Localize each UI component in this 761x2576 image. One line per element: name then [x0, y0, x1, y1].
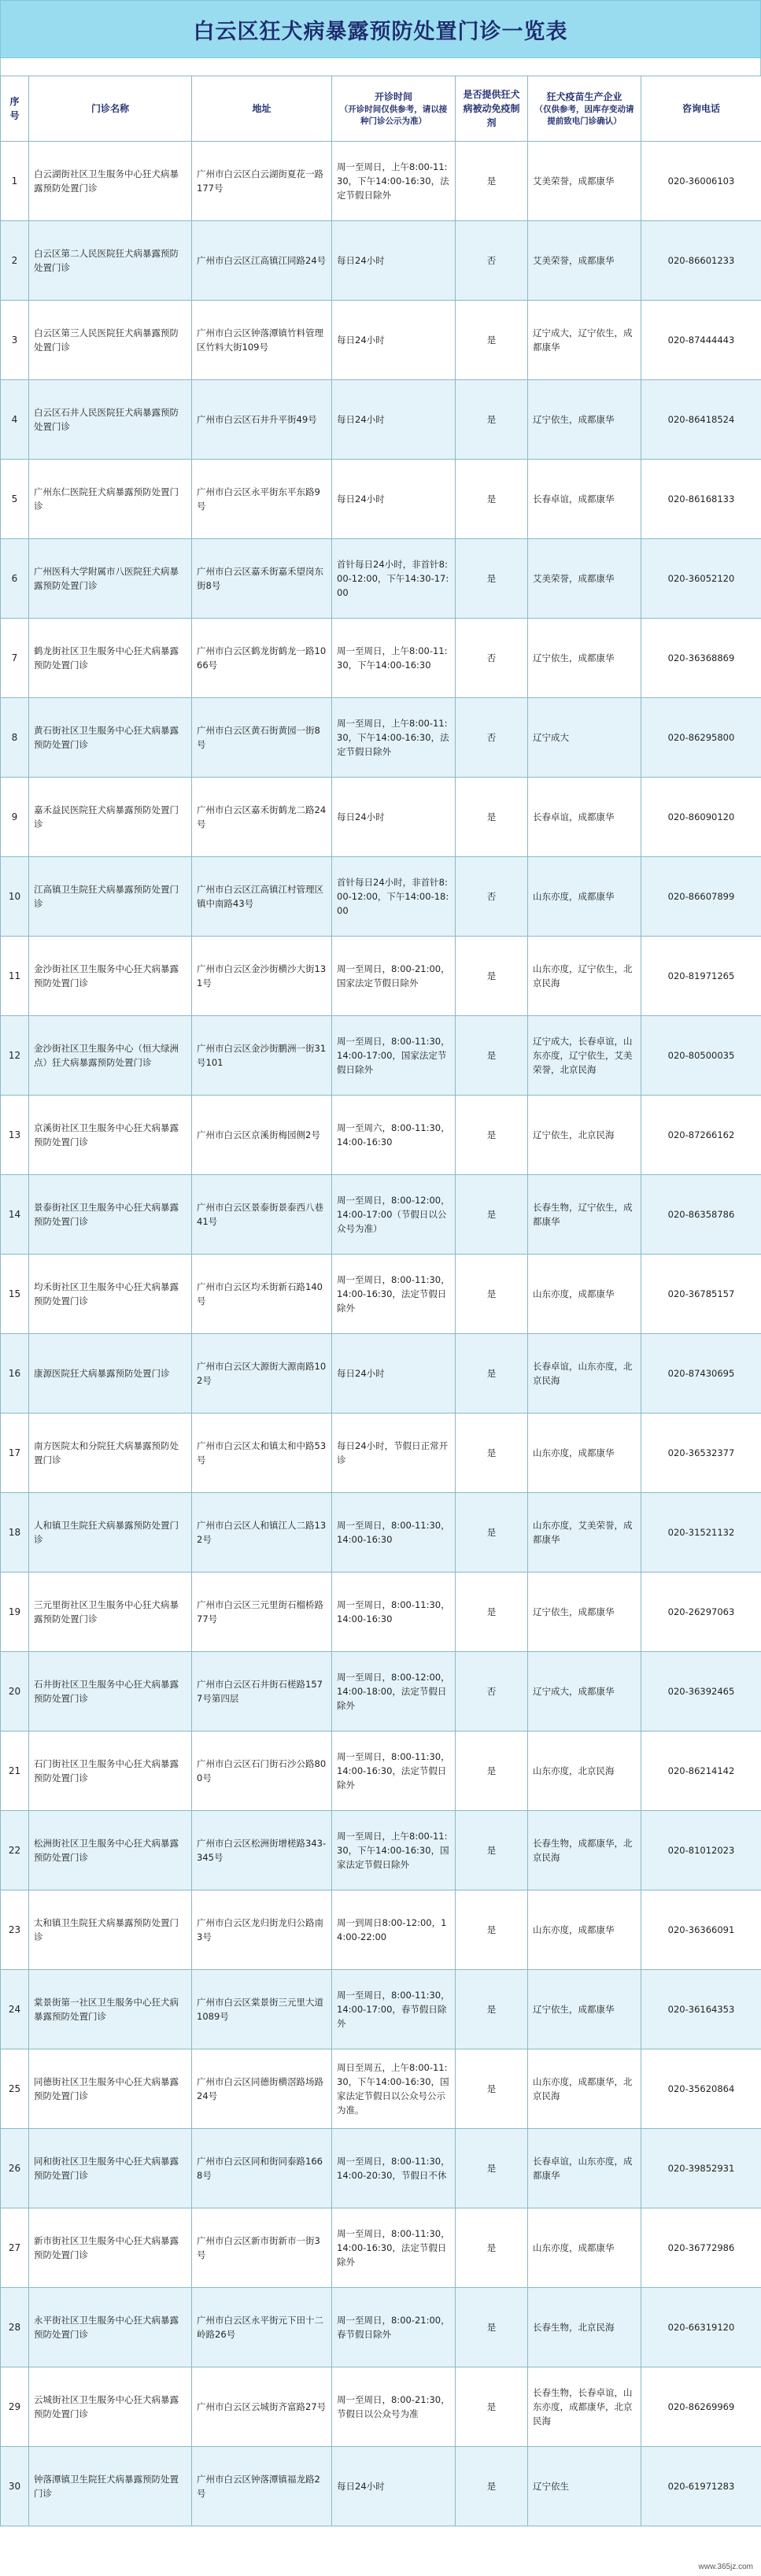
cell-hours: 每日24小时 [332, 221, 456, 301]
cell-phone: 020-86090120 [641, 778, 761, 857]
cell-vaccine: 长春生物，北京民海 [528, 2288, 641, 2367]
cell-clinic: 嘉禾益民医院狂犬病暴露预防处置门诊 [29, 778, 192, 857]
header-phone: 咨询电话 [641, 76, 761, 142]
header-clinic: 门诊名称 [29, 76, 192, 142]
cell-immune: 是 [456, 1732, 528, 1811]
cell-index: 13 [1, 1096, 29, 1175]
cell-index: 29 [1, 2367, 29, 2447]
cell-clinic: 白云区第二人民医院狂犬病暴露预防处置门诊 [29, 221, 192, 301]
cell-immune: 是 [456, 1970, 528, 2049]
header-immune: 是否提供狂犬病被动免疫制剂 [456, 76, 528, 142]
cell-vaccine: 山东亦度，成都康华 [528, 857, 641, 937]
cell-index: 21 [1, 1732, 29, 1811]
cell-hours: 周一至周日，上午8:00-11:30，下午14:00-16:30，国家法定节假日除外 [332, 1811, 456, 1890]
cell-address: 广州市白云区鹤龙街鹤龙一路1066号 [192, 619, 332, 698]
cell-hours: 周一至周日，上午8:00-11:30，下午14:00-16:30，法定节假日除外 [332, 698, 456, 778]
cell-vaccine: 山东亦度，北京民海 [528, 1732, 641, 1811]
cell-immune: 是 [456, 1573, 528, 1652]
table-row [1, 142, 761, 221]
table-row [1, 2129, 761, 2208]
title-bar [0, 0, 761, 58]
table-row [1, 1970, 761, 2049]
table-row [1, 619, 761, 698]
table-row [1, 2049, 761, 2129]
cell-phone: 020-36392465 [641, 1652, 761, 1732]
cell-hours: 周一至周日，8:00-11:30，14:00-16:30 [332, 1573, 456, 1652]
cell-immune: 是 [456, 2049, 528, 2129]
cell-hours: 每日24小时 [332, 2447, 456, 2526]
cell-index: 30 [1, 2447, 29, 2526]
cell-address: 广州市白云区棠景街三元里大道1089号 [192, 1970, 332, 2049]
cell-vaccine: 辽宁依生，成都康华 [528, 380, 641, 460]
cell-index: 18 [1, 1493, 29, 1573]
cell-clinic: 白云湖街社区卫生服务中心狂犬病暴露预防处置门诊 [29, 142, 192, 221]
cell-clinic: 白云区石井人民医院狂犬病暴露预防处置门诊 [29, 380, 192, 460]
cell-phone: 020-36052120 [641, 539, 761, 619]
cell-clinic: 康源医院狂犬病暴露预防处置门诊 [29, 1334, 192, 1414]
table-header-row [1, 76, 761, 142]
cell-address: 广州市白云区均禾街新石路140号 [192, 1255, 332, 1334]
cell-phone: 020-36368869 [641, 619, 761, 698]
cell-clinic: 景泰街社区卫生服务中心狂犬病暴露预防处置门诊 [29, 1175, 192, 1255]
cell-hours: 周一至周日，上午8:00-11:30，下午14:00-16:30，法定节假日除外 [332, 142, 456, 221]
cell-hours: 每日24小时 [332, 301, 456, 380]
cell-hours: 周日至周五，上午8:00-11:30，下午14:00-16:30，国家法定节假日以公众号公示为准。 [332, 2049, 456, 2129]
header-vaccine-note: （仅供参考，因库存变动请提前致电门诊确认） [534, 105, 634, 126]
cell-vaccine: 长春卓谊，山东亦度，成都康华 [528, 2129, 641, 2208]
cell-vaccine: 辽宁依生，成都康华 [528, 1573, 641, 1652]
cell-immune: 是 [456, 2447, 528, 2526]
cell-vaccine: 长春生物，长春卓谊，山东亦度，成都康华，北京民海 [528, 2367, 641, 2447]
cell-clinic: 钟落潭镇卫生院狂犬病暴露预防处置门诊 [29, 2447, 192, 2526]
cell-clinic: 广州医科大学附属市八医院狂犬病暴露预防处置门诊 [29, 539, 192, 619]
cell-immune: 否 [456, 857, 528, 937]
cell-vaccine: 辽宁依生，北京民海 [528, 1096, 641, 1175]
cell-vaccine: 辽宁依生，成都康华 [528, 619, 641, 698]
cell-index: 23 [1, 1890, 29, 1970]
watermark: www.365jz.com [698, 2563, 753, 2571]
cell-immune: 是 [456, 1175, 528, 1255]
cell-vaccine: 长春生物，辽宁依生，成都康华 [528, 1175, 641, 1255]
cell-phone: 020-86601233 [641, 221, 761, 301]
cell-clinic: 南方医院太和分院狂犬病暴露预防处置门诊 [29, 1414, 192, 1493]
cell-phone: 020-87430695 [641, 1334, 761, 1414]
cell-vaccine: 山东亦度，艾美荣誉，成都康华 [528, 1493, 641, 1573]
cell-index: 1 [1, 142, 29, 221]
cell-immune: 是 [456, 778, 528, 857]
cell-index: 22 [1, 1811, 29, 1890]
table-row [1, 1016, 761, 1096]
cell-phone: 020-36772986 [641, 2208, 761, 2288]
page-title: 白云区狂犬病暴露预防处置门诊一览表 [193, 19, 568, 44]
cell-immune: 是 [456, 2288, 528, 2367]
cell-hours: 每日24小时 [332, 1334, 456, 1414]
cell-clinic: 云城街社区卫生服务中心狂犬病暴露预防处置门诊 [29, 2367, 192, 2447]
cell-index: 27 [1, 2208, 29, 2288]
cell-immune: 否 [456, 221, 528, 301]
cell-hours: 每日24小时，节假日正常开诊 [332, 1414, 456, 1493]
cell-immune: 否 [456, 1652, 528, 1732]
cell-phone: 020-36785157 [641, 1255, 761, 1334]
cell-immune: 是 [456, 1890, 528, 1970]
cell-phone: 020-36532377 [641, 1414, 761, 1493]
cell-vaccine: 长春卓谊，山东亦度，北京民海 [528, 1334, 641, 1414]
cell-immune: 是 [456, 2367, 528, 2447]
table-row [1, 1175, 761, 1255]
cell-index: 6 [1, 539, 29, 619]
cell-address: 广州市白云区嘉禾街嘉禾望岗东街8号 [192, 539, 332, 619]
cell-vaccine: 山东亦度，成都康华 [528, 1255, 641, 1334]
table-row [1, 778, 761, 857]
cell-hours: 周一至周日，8:00-11:30，14:00-17:00，春节假日除外 [332, 1970, 456, 2049]
cell-clinic: 江高镇卫生院狂犬病暴露预防处置门诊 [29, 857, 192, 937]
cell-index: 15 [1, 1255, 29, 1334]
cell-index: 3 [1, 301, 29, 380]
table-row [1, 380, 761, 460]
cell-address: 广州市白云区石门街石沙公路800号 [192, 1732, 332, 1811]
cell-phone: 020-86418524 [641, 380, 761, 460]
cell-immune: 是 [456, 2208, 528, 2288]
cell-vaccine: 辽宁成大，长春卓谊，山东亦度，辽宁依生，艾美荣誉，北京民海 [528, 1016, 641, 1096]
cell-clinic: 黄石街社区卫生服务中心狂犬病暴露预防处置门诊 [29, 698, 192, 778]
cell-address: 广州市白云区金沙街横沙大街131号 [192, 937, 332, 1016]
cell-address: 广州市白云区钟落潭镇竹料管理区竹料大街109号 [192, 301, 332, 380]
header-vaccine-label: 狂犬疫苗生产企业 [546, 91, 622, 102]
cell-hours: 周一至周日，上午8:00-11:30，下午14:00-16:30 [332, 619, 456, 698]
table-row [1, 2367, 761, 2447]
cell-phone: 020-86214142 [641, 1732, 761, 1811]
table-row [1, 1096, 761, 1175]
cell-clinic: 均禾街社区卫生服务中心狂犬病暴露预防处置门诊 [29, 1255, 192, 1334]
cell-phone: 020-26297063 [641, 1573, 761, 1652]
cell-address: 广州市白云区黄石街黄园一街8号 [192, 698, 332, 778]
cell-phone: 020-35620864 [641, 2049, 761, 2129]
cell-address: 广州市白云区永平街东平东路9号 [192, 460, 332, 539]
cell-clinic: 广州东仁医院狂犬病暴露预防处置门诊 [29, 460, 192, 539]
cell-clinic: 金沙街社区卫生服务中心狂犬病暴露预防处置门诊 [29, 937, 192, 1016]
cell-immune: 否 [456, 619, 528, 698]
cell-vaccine: 山东亦度，成都康华 [528, 2208, 641, 2288]
cell-index: 26 [1, 2129, 29, 2208]
cell-immune: 是 [456, 460, 528, 539]
cell-address: 广州市白云区石井升平街49号 [192, 380, 332, 460]
cell-clinic: 人和镇卫生院狂犬病暴露预防处置门诊 [29, 1493, 192, 1573]
cell-immune: 是 [456, 380, 528, 460]
cell-phone: 020-86358786 [641, 1175, 761, 1255]
cell-index: 4 [1, 380, 29, 460]
cell-address: 广州市白云区龙归街龙归公路南3号 [192, 1890, 332, 1970]
spacer-row [0, 58, 761, 76]
cell-hours: 首针每日24小时，非首针8:00-12:00，下午14:30-17:00 [332, 539, 456, 619]
cell-hours: 周一到周日8:00-12:00，14:00-22:00 [332, 1890, 456, 1970]
cell-immune: 是 [456, 142, 528, 221]
cell-phone: 020-36006103 [641, 142, 761, 221]
cell-phone: 020-86607899 [641, 857, 761, 937]
cell-address: 广州市白云区嘉禾街鹤龙二路24号 [192, 778, 332, 857]
cell-address: 广州市白云区江高镇江同路24号 [192, 221, 332, 301]
cell-phone: 020-81012023 [641, 1811, 761, 1890]
cell-phone: 020-39852931 [641, 2129, 761, 2208]
cell-hours: 每日24小时 [332, 380, 456, 460]
cell-address: 广州市白云区钟落潭镇福龙路2号 [192, 2447, 332, 2526]
cell-phone: 020-87266162 [641, 1096, 761, 1175]
cell-hours: 每日24小时 [332, 778, 456, 857]
cell-index: 11 [1, 937, 29, 1016]
cell-vaccine: 长春卓谊，成都康华 [528, 460, 641, 539]
cell-clinic: 石井街社区卫生服务中心狂犬病暴露预防处置门诊 [29, 1652, 192, 1732]
cell-phone: 020-31521132 [641, 1493, 761, 1573]
cell-address: 广州市白云区江高镇江村管理区镇中南路43号 [192, 857, 332, 937]
cell-phone: 020-36164353 [641, 1970, 761, 2049]
cell-immune: 是 [456, 2129, 528, 2208]
cell-index: 17 [1, 1414, 29, 1493]
cell-immune: 是 [456, 1414, 528, 1493]
header-address: 地址 [192, 76, 332, 142]
table-row [1, 1732, 761, 1811]
cell-hours: 周一至周日，8:00-21:00，国家法定节假日除外 [332, 937, 456, 1016]
cell-clinic: 石门街社区卫生服务中心狂犬病暴露预防处置门诊 [29, 1732, 192, 1811]
cell-hours: 周一至周日，8:00-11:30，14:00-16:30，法定节假日除外 [332, 2208, 456, 2288]
table-body [1, 142, 761, 2526]
cell-hours: 周一至周日，8:00-11:30，14:00-16:30，法定节假日除外 [332, 1732, 456, 1811]
cell-hours: 周一至周日，8:00-21:30，节假日以公众号为准 [332, 2367, 456, 2447]
cell-index: 10 [1, 857, 29, 937]
cell-immune: 是 [456, 1334, 528, 1414]
header-index: 序号 [1, 76, 29, 142]
cell-index: 14 [1, 1175, 29, 1255]
cell-address: 广州市白云区太和镇太和中路53号 [192, 1414, 332, 1493]
table-row [1, 1493, 761, 1573]
cell-immune: 是 [456, 301, 528, 380]
cell-index: 25 [1, 2049, 29, 2129]
cell-index: 7 [1, 619, 29, 698]
cell-hours: 周一至周日，8:00-21:00，春节假日除外 [332, 2288, 456, 2367]
cell-vaccine: 长春卓谊，成都康华 [528, 778, 641, 857]
cell-immune: 是 [456, 539, 528, 619]
cell-index: 9 [1, 778, 29, 857]
table-row [1, 301, 761, 380]
table-row [1, 1652, 761, 1732]
cell-vaccine: 辽宁成大，辽宁依生，成都康华 [528, 301, 641, 380]
cell-immune: 是 [456, 937, 528, 1016]
cell-address: 广州市白云区永平街元下田十二岭路26号 [192, 2288, 332, 2367]
cell-hours: 周一至周日，8:00-11:30，14:00-17:00，国家法定节假日除外 [332, 1016, 456, 1096]
cell-vaccine: 艾美荣誉，成都康华 [528, 142, 641, 221]
cell-clinic: 白云区第三人民医院狂犬病暴露预防处置门诊 [29, 301, 192, 380]
cell-address: 广州市白云区景泰街景泰西八巷41号 [192, 1175, 332, 1255]
cell-address: 广州市白云区新市街新市一街3号 [192, 2208, 332, 2288]
cell-vaccine: 山东亦度，成都康华 [528, 1890, 641, 1970]
cell-phone: 020-81971265 [641, 937, 761, 1016]
cell-hours: 每日24小时 [332, 460, 456, 539]
cell-vaccine: 长春生物，成都康华，北京民海 [528, 1811, 641, 1890]
cell-hours: 周一至周日，8:00-11:30，14:00-20:30，节假日不休 [332, 2129, 456, 2208]
cell-address: 广州市白云区松洲街增槎路343-345号 [192, 1811, 332, 1890]
header-hours-label: 开诊时间 [374, 91, 412, 102]
cell-clinic: 京溪街社区卫生服务中心狂犬病暴露预防处置门诊 [29, 1096, 192, 1175]
cell-phone: 020-86295800 [641, 698, 761, 778]
cell-immune: 是 [456, 1096, 528, 1175]
cell-phone: 020-80500035 [641, 1016, 761, 1096]
cell-address: 广州市白云区人和镇江人二路132号 [192, 1493, 332, 1573]
cell-clinic: 同德街社区卫生服务中心狂犬病暴露预防处置门诊 [29, 2049, 192, 2129]
table-row [1, 1890, 761, 1970]
cell-phone: 020-86269969 [641, 2367, 761, 2447]
cell-clinic: 太和镇卫生院狂犬病暴露预防处置门诊 [29, 1890, 192, 1970]
cell-vaccine: 辽宁成大，成都康华 [528, 1652, 641, 1732]
table-row [1, 460, 761, 539]
cell-hours: 周一至周日，8:00-12:00，14:00-18:00，法定节假日除外 [332, 1652, 456, 1732]
cell-vaccine: 山东亦度，成都康华 [528, 1414, 641, 1493]
cell-address: 广州市白云区同德街横滘路场路24号 [192, 2049, 332, 2129]
cell-clinic: 鹤龙街社区卫生服务中心狂犬病暴露预防处置门诊 [29, 619, 192, 698]
cell-clinic: 永平街社区卫生服务中心狂犬病暴露预防处置门诊 [29, 2288, 192, 2367]
table-row [1, 1414, 761, 1493]
cell-address: 广州市白云区京溪街梅园侧2号 [192, 1096, 332, 1175]
cell-clinic: 松洲街社区卫生服务中心狂犬病暴露预防处置门诊 [29, 1811, 192, 1890]
cell-immune: 是 [456, 1493, 528, 1573]
header-vaccine [528, 76, 641, 142]
cell-address: 广州市白云区云城街齐富路27号 [192, 2367, 332, 2447]
cell-clinic: 棠景街第一社区卫生服务中心狂犬病暴露预防处置门诊 [29, 1970, 192, 2049]
table-row [1, 1255, 761, 1334]
cell-hours: 周一至周六，8:00-11:30，14:00-16:30 [332, 1096, 456, 1175]
cell-hours: 周一至周日，8:00-11:30，14:00-16:30 [332, 1493, 456, 1573]
cell-address: 广州市白云区石井街石槎路1577号第四层 [192, 1652, 332, 1732]
cell-vaccine: 辽宁依生 [528, 2447, 641, 2526]
table-row [1, 1573, 761, 1652]
table-row [1, 698, 761, 778]
cell-index: 24 [1, 1970, 29, 2049]
cell-vaccine: 山东亦度，辽宁依生，北京民海 [528, 937, 641, 1016]
cell-address: 广州市白云区大源街大源南路102号 [192, 1334, 332, 1414]
cell-index: 2 [1, 221, 29, 301]
cell-phone: 020-36366091 [641, 1890, 761, 1970]
cell-vaccine: 辽宁依生，成都康华 [528, 1970, 641, 2049]
cell-immune: 否 [456, 698, 528, 778]
cell-index: 28 [1, 2288, 29, 2367]
table-row [1, 539, 761, 619]
cell-vaccine: 艾美荣誉，成都康华 [528, 221, 641, 301]
cell-clinic: 三元里街社区卫生服务中心狂犬病暴露预防处置门诊 [29, 1573, 192, 1652]
cell-address: 广州市白云区白云湖街夏花一路177号 [192, 142, 332, 221]
table-row [1, 937, 761, 1016]
header-hours-note: （开诊时间仅供参考，请以接种门诊公示为准） [339, 105, 448, 126]
cell-index: 20 [1, 1652, 29, 1732]
cell-index: 5 [1, 460, 29, 539]
cell-phone: 020-87444443 [641, 301, 761, 380]
cell-vaccine: 辽宁成大 [528, 698, 641, 778]
cell-index: 16 [1, 1334, 29, 1414]
clinic-table [0, 76, 761, 2526]
cell-hours: 首针每日24小时，非首针8:00-12:00，下午14:00-18:00 [332, 857, 456, 937]
cell-phone: 020-86168133 [641, 460, 761, 539]
cell-vaccine: 山东亦度，成都康华，北京民海 [528, 2049, 641, 2129]
cell-index: 8 [1, 698, 29, 778]
cell-phone: 020-61971283 [641, 2447, 761, 2526]
cell-index: 19 [1, 1573, 29, 1652]
cell-immune: 是 [456, 1016, 528, 1096]
cell-clinic: 新市街社区卫生服务中心狂犬病暴露预防处置门诊 [29, 2208, 192, 2288]
table-row [1, 1811, 761, 1890]
cell-immune: 是 [456, 1255, 528, 1334]
cell-hours: 周一至周日，8:00-11:30，14:00-16:30，法定节假日除外 [332, 1255, 456, 1334]
cell-address: 广州市白云区金沙街鹏洲一街31号101 [192, 1016, 332, 1096]
cell-address: 广州市白云区三元里街石榴桥路77号 [192, 1573, 332, 1652]
table-row [1, 2447, 761, 2526]
cell-hours: 周一至周日，8:00-12:00，14:00-17:00（节假日以公众号为准） [332, 1175, 456, 1255]
table-row [1, 1334, 761, 1414]
cell-address: 广州市白云区同和街同泰路1668号 [192, 2129, 332, 2208]
cell-phone: 020-66319120 [641, 2288, 761, 2367]
table-row [1, 2288, 761, 2367]
cell-vaccine: 艾美荣誉，成都康华 [528, 539, 641, 619]
cell-index: 12 [1, 1016, 29, 1096]
header-hours [332, 76, 456, 142]
cell-clinic: 同和街社区卫生服务中心狂犬病暴露预防处置门诊 [29, 2129, 192, 2208]
table-row [1, 221, 761, 301]
cell-immune: 是 [456, 1811, 528, 1890]
table-row [1, 2208, 761, 2288]
table-row [1, 857, 761, 937]
cell-clinic: 金沙街社区卫生服务中心（恒大绿洲点）狂犬病暴露预防处置门诊 [29, 1016, 192, 1096]
